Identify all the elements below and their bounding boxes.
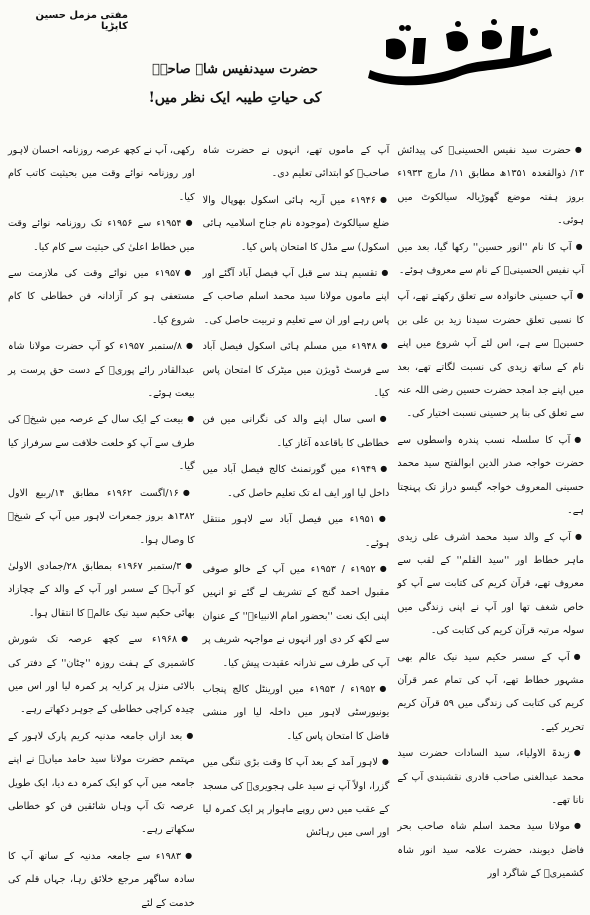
bullet-paragraph: ● ۱۹۸۳ء سے جامعہ مدنیہ کے ساتھ آپ کا سادہ ساگھر مرجع خلائق رہا، جہاں قلم کی خدمت کے لئے	[8, 844, 195, 915]
column-left	[7, 138, 195, 909]
bullet-paragraph: ● ۱۹۶۸ء سے کچھ عرصہ تک شورش کاشمیری کے ہفت روزہ ''چٹان'' کے دفتر کی بالائی منزل پر کرایہ پر کمرہ لیا اور اس میں چیدہ کراچی خطاطی کے جوہر دکھاتے رہے۔	[8, 627, 195, 722]
bullet-paragraph: ● ۱۹۴۸ء میں مسلم ہائی اسکول فیصل آباد سے فرسٹ ڈویژن میں میٹرک کا امتحان پاس کیا۔	[203, 334, 390, 405]
column-right	[397, 138, 584, 880]
bullet-paragraph: ● حضرت سید نفیس الحسینیؒ کی پیدائش ۱۳/ ذوالقعدہ ۱۳۵۱ھ مطابق ۱۱/ مارچ ۱۹۳۳ء بروز ہفتہ موضع گھوڑیالہ سیالکوٹ میں ہوئی۔	[397, 138, 584, 233]
bullet-paragraph: ● اسی سال اپنے والد کی نگرانی میں فن خطاطی کا باقاعدہ آغاز کیا۔	[203, 407, 390, 455]
bullet-paragraph: ● ۱۹۵۲ء / ۱۹۵۳ء میں آپ کے خالو صوفی مقبول احمد گنج کے تشریف لے گئے تو انہیں اپنی ایک نعت ''بحضور امام الانبیاءؐ'' کے عنوان سے لکھ کر دی اور انہوں نے مواجہہ شریف پر آپ کی طرف سے نذرانہ عقیدت پیش کیا۔	[203, 557, 390, 675]
bullet-paragraph: ● ۱۹۵۴ء سے ۱۹۵۶ء تک روزنامہ نوائے وقت میں خطاط اعلیٰ کی حیثیت سے کام کیا۔	[8, 211, 195, 259]
bullet-paragraph: ● ۳/ستمبر ۱۹۶۷ء بمطابق ۲۸/جمادی الاولیٰ کو آپؒ کے سسر اور آپ کے والد کے چچازاد بھائی حکیم سید نیک عالمؒ کا انتقال ہوا۔	[8, 554, 195, 625]
bullet-paragraph: ● بعد ازاں جامعہ مدنیہ کریم پارک لاہور کے مہتمم حضرت مولانا سید حامد میاںؒ نے اپنے جامعہ میں آپ کو ایک کمرہ دے دیا، ایک طویل عرصہ تک آپ وہاں شائقین فن کو خطاطی سکھاتے رہے۔	[8, 724, 195, 842]
bullet-paragraph: ● ۸/ستمبر ۱۹۵۷ء کو آپ حضرت مولانا شاہ عبدالقادر رائے پوریؒ کے دست حق پرست پر بیعت ہوئے۔	[8, 334, 195, 405]
bullet-paragraph: ● مولانا سید محمد اسلم شاہ صاحب بحر فاضل دیوبند، حضرت علامہ سید انور شاہ کشمیریؒ کے شاگرد اور	[397, 814, 584, 885]
bullet-paragraph: ● زبدۃ الاولیاء، سید السادات حضرت سید محمد عبدالغنی صاحب قادری نقشبندی آپ کے نانا تھے۔	[397, 741, 584, 812]
bullet-paragraph: ● آپ کے سسر حکیم سید نیک عالم بھی مشہور خطاط تھے، آپ کی تمام عمر قرآن کریم کی کتابت کی زندگی میں ۵۹ قرآن کریم تحریر کیے۔	[397, 645, 584, 740]
author-name: مفتی مزمل حسین کاپڑیا	[35, 10, 128, 32]
bullet-paragraph: ● لاہور آمد کے بعد آپ کا وقت بڑی تنگی میں گزرا، اولاً آپ نے سید علی ہجویریؒ کی مسجد کے عقب میں دس روپے ماہوار پر ایک کمرہ لیا اور اسی میں رہائش	[203, 750, 390, 845]
bullet-paragraph: ● بیعت کے ایک سال کے عرصہ میں شیخؒ کی طرف سے آپ کو خلعت خلافت سے سرفراز کیا گیا۔	[8, 407, 195, 478]
article-columns	[7, 138, 584, 909]
continued-paragraph: رکھی، آپ نے کچھ عرصہ روزنامہ احسان لاہور اور روزنامہ نوائے وقت میں بحیثیت کاتب کام کیا۔	[7, 145, 195, 203]
section-logo	[362, 18, 562, 90]
bullet-paragraph: ● آپ کا نام ''انور حسین'' رکھا گیا، بعد میں آپ نفیس الحسینیؒ کے نام سے معروف ہوئے۔	[397, 235, 584, 283]
bullet-paragraph: ● ۱۹۵۱ء میں فیصل آباد سے لاہور منتقل ہوئے۔	[203, 507, 390, 555]
logo-calligraphy-graphic	[362, 18, 562, 90]
bullet-paragraph: ● آپ حسینی خانوادہ سے تعلق رکھتے تھے، آپ کا نسبی تعلق حضرت سیدنا زید بن علی بن حسینؓ سے ہے، اس لئے آپ شروع میں اپنے نام کے ساتھ زیدی کی نسبت لگاتے تھے، بعد میں اپنے جد امجد حضرت حسین رضی اللہ عنہ سے تعلق کی بنا پر حسینی نسبت اختیار کی۔	[397, 284, 584, 425]
bullet-paragraph: ● تقسیم ہند سے قبل آپ فیصل آباد آگئے اور اپنے ماموں مولانا سید محمد اسلم صاحب کے پاس رہے اور ان سے تعلیم و تربیت حاصل کی۔	[203, 261, 390, 332]
continued-paragraph: آپ کے ماموں تھے، انہوں نے حضرت شاہ صاحبؒ کو ابتدائی تعلیم دی۔	[202, 145, 390, 180]
bullet-paragraph: ● ۱۹۵۲ء / ۱۹۵۳ء میں اورینٹل کالج پنجاب یونیورسٹی لاہور میں داخلہ لیا اور منشی فاضل کا امتحان پاس کیا۔	[203, 677, 390, 748]
bullet-paragraph: ● ۱۹۴۶ء میں آریہ ہائی اسکول بھوپال والا ضلع سیالکوٹ (موجودہ نام جناح اسلامیہ ہائی اسکول) سے مڈل کا امتحان پاس کیا۔	[203, 188, 390, 259]
article-subtitle	[140, 60, 330, 110]
bullet-paragraph: ● آپ کے والد سید محمد اشرف علی زیدی ماہر خطاط اور ''سید القلم'' کے لقب سے معروف تھے، قرآن کریم کی کتابت سے آپ کو خاص شغف تھا اور آپ نے اپنی زندگی میں سولہ مرتبہ قرآن کریم کی کتابت کی۔	[397, 525, 584, 643]
column-middle	[202, 138, 390, 839]
bullet-paragraph: ● ۱۹۵۷ء میں نوائے وقت کی ملازمت سے مستعفی ہو کر آزادانہ فن خطاطی کا کام شروع کیا۔	[8, 261, 195, 332]
bullet-paragraph: ● ۱۶/اگست ۱۹۶۲ء مطابق ۱۴/ربیع الاول ۱۳۸۲ھ بروز جمعرات لاہور میں آپ کے شیخؒ کا وصال ہوا۔	[8, 481, 195, 552]
bullet-paragraph: ● آپ کا سلسلہ نسب پندرہ واسطوں سے حضرت خواجہ صدر الدین ابوالفتح سید محمد حسینی المعروف خواجہ گیسو دراز تک پہنچتا ہے۔	[397, 428, 584, 523]
subtitle-line-2: کی حیاتِ طیبہ ایک نظر میں!	[148, 90, 322, 106]
bullet-paragraph: ● ۱۹۴۹ء میں گورنمنٹ کالج فیصل آباد میں داخل لیا اور ایف اے تک تعلیم حاصل کی۔	[203, 457, 390, 505]
subtitle-line-1: حضرت سیدنفیس شاہ صاحبؒ	[152, 62, 318, 77]
